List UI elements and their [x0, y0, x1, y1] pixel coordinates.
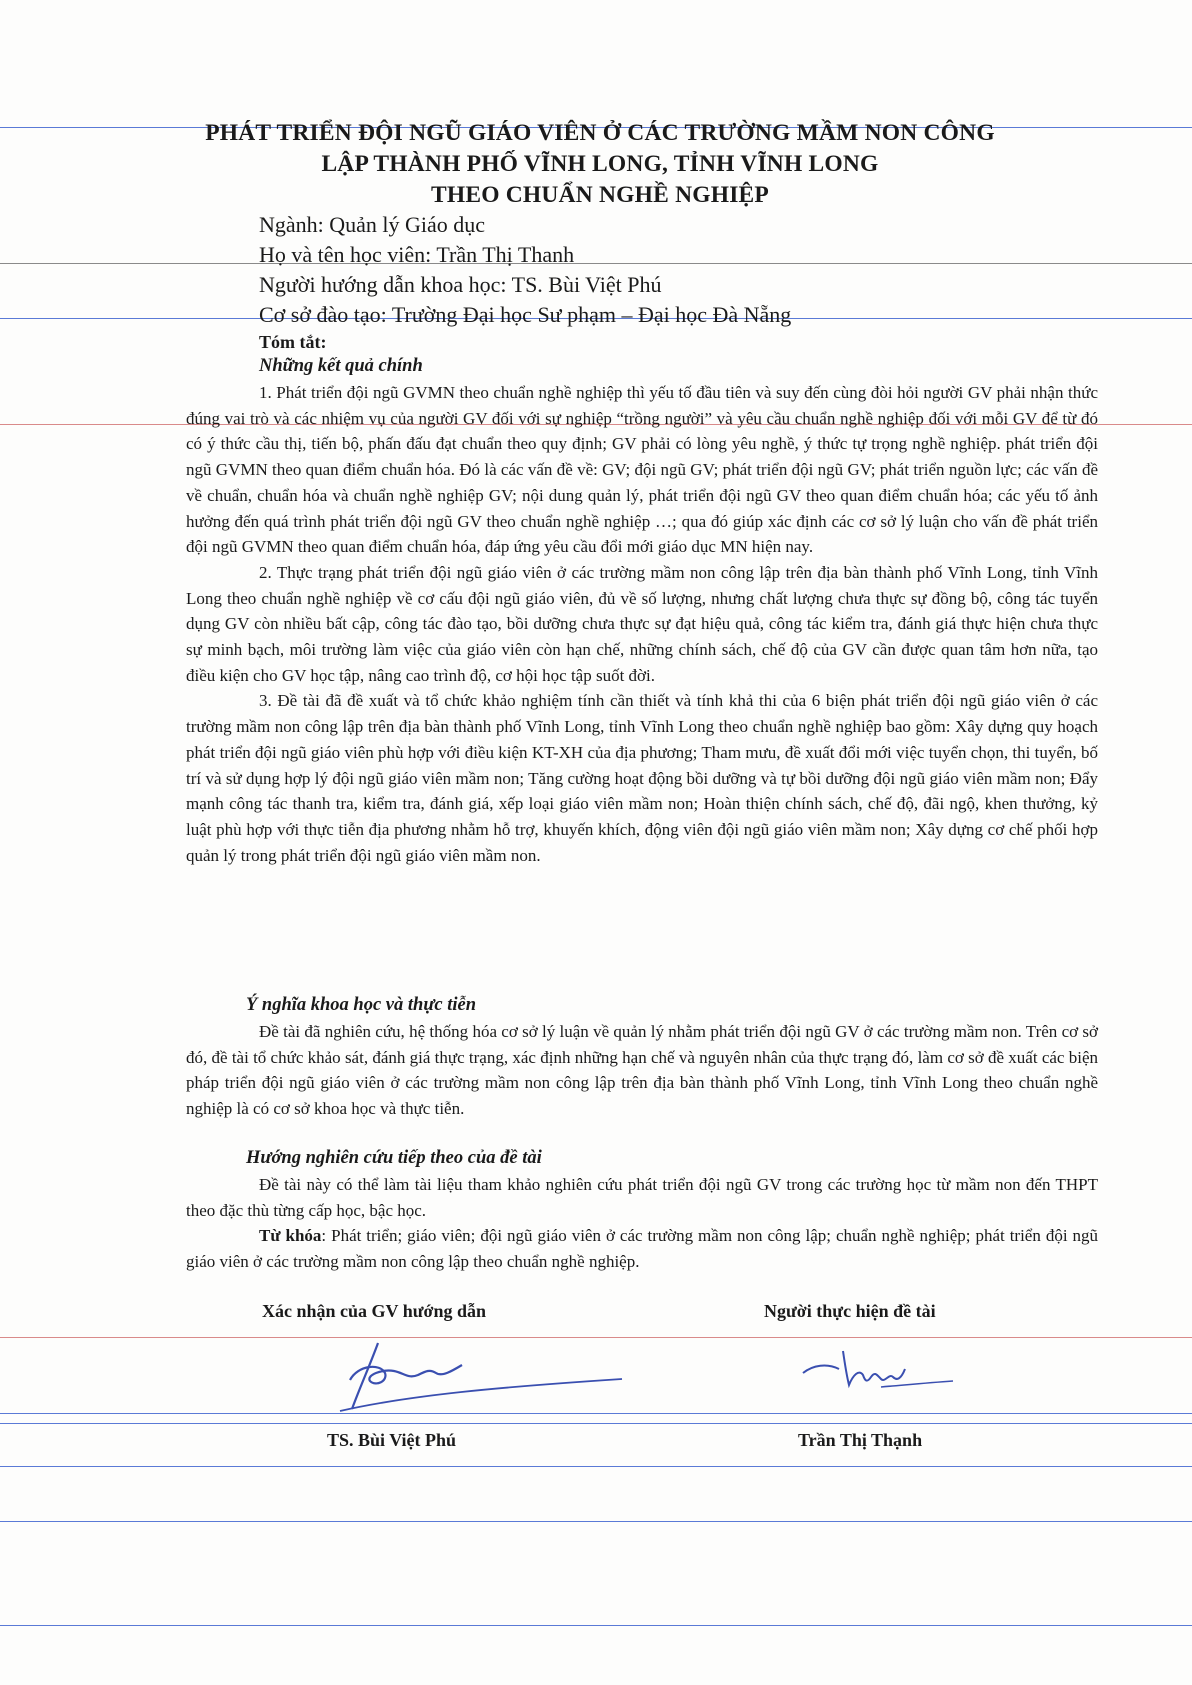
ruled-line — [0, 1625, 1192, 1626]
major-line: Ngành: Quản lý Giáo dục — [259, 212, 486, 237]
advisor-line: Người hướng dẫn khoa học: TS. Bùi Việt Phú — [259, 272, 662, 297]
advisor-name: TS. Bùi Việt Phú — [327, 1430, 457, 1450]
author-label: Người thực hiện đề tài — [764, 1301, 936, 1321]
significance-heading: Ý nghĩa khoa học và thực tiễn — [246, 995, 477, 1015]
author-name: Trần Thị Thạnh — [798, 1430, 923, 1450]
institution-line: Cơ sở đào tạo: Trường Đại học Sư phạm – Đại học Đà Nẵng — [259, 302, 792, 327]
ruled-line — [0, 1466, 1192, 1467]
keywords-text: : Phát triển; giáo viên; đội ngũ giáo viên ở các trường mầm non công lập; chuẩn nghề nghiệp; phát triển đội ngũ giáo viên ở các trường mầm non công lập theo chuẩn nghề nghiệp. — [186, 1226, 1099, 1272]
student-line: Họ và tên học viên: Trần Thị Thanh — [259, 242, 575, 267]
keywords-label: Từ khóa — [259, 1226, 322, 1246]
keywords-paragraph — [186, 1223, 1098, 1274]
title-line: PHÁT TRIỂN ĐỘI NGŨ GIÁO VIÊN Ở CÁC TRƯỜNG MẦM NON CÔNG — [205, 120, 995, 146]
summary-heading: Tóm tắt: — [259, 332, 327, 352]
document-title — [140, 118, 1060, 211]
main-results-heading: Những kết quả chính — [259, 356, 423, 376]
title-line: THEO CHUẨN NGHỀ NGHIỆP — [430, 182, 769, 208]
author-signature-icon — [795, 1345, 965, 1395]
ruled-line — [0, 1423, 1192, 1424]
title-line: LẬP THÀNH PHỐ VĨNH LONG, TỈNH VĨNH LONG — [321, 151, 879, 177]
ruled-line — [0, 1521, 1192, 1522]
result-paragraph-2: 2. Thực trạng phát triển đội ngũ giáo viên ở các trường mầm non công lập trên địa bàn thành phố Vĩnh Long, tỉnh Vĩnh Long theo chuẩn nghề nghiệp về cơ cấu đội ngũ giáo viên, đủ về số lượng, nhưng chất lượng chưa thực sự đồng bộ, công tác tuyển dụng GV còn nhiều bất cập, công tác đào tạo, bồi dưỡng chưa thực sự đạt hiệu quả, công tác kiểm tra, đánh giá thực hiện chưa thực sự minh bạch, môi trường làm việc của giáo viên còn hạn chế, những chính sách, chế độ của GV cần được quan tâm hơn nữa, tạo điều kiện cho GV học tập, nâng cao trình độ, cơ hội học tập suốt đời. — [186, 562, 1098, 685]
thesis-meta — [259, 210, 1019, 330]
further-research-heading: Hướng nghiên cứu tiếp theo của đề tài — [246, 1148, 542, 1168]
advisor-confirmation-label: Xác nhận của GV hướng dẫn — [262, 1301, 487, 1321]
significance-paragraph: Đề tài đã nghiên cứu, hệ thống hóa cơ sở lý luận về quản lý nhằm phát triển đội ngũ GV ở các trường mầm non. Trên cơ sở đó, đề tài tổ chức khảo sát, đánh giá thực trạng, xác định những hạn chế và nguyên nhân của thực trạng đó, làm cơ sở đề xuất các biện pháp triển đội ngũ giáo viên ở các trường mầm non công lập trên địa bàn thành phố Vĩnh Long, tỉnh Vĩnh Long theo chuẩn nghề nghiệp là có cơ sở khoa học và thực tiễn. — [186, 1022, 1098, 1119]
advisor-signature-icon — [330, 1335, 630, 1415]
result-paragraph-1: 1. Phát triển đội ngũ GVMN theo chuẩn nghề nghiệp thì yếu tố đầu tiên và suy đến cùng đòi hỏi người GV phải nhận thức đúng vai trò và các nhiệm vụ của người GV đối với sự nghiệp “trồng người” và yêu cầu chuẩn nghề nghiệp đối với mỗi GV để từ đó có ý thức cầu thị, tiến bộ, phấn đấu đạt chuẩn theo quy định; GV phải có lòng yêu nghề, ý thức tự trọng nghề nghiệp. phát triển đội ngũ GVMN theo quan điểm chuẩn hóa. Đó là các vấn đề về: GV; đội ngũ GV; phát triển đội ngũ GV; phát triển nguồn lực; các vấn đề về chuẩn, chuẩn hóa và chuẩn nghề nghiệp GV; nội dung quản lý, phát triển đội ngũ GV theo quan điểm chuẩn hóa; các yếu tố ảnh hưởng đến quá trình phát triển đội ngũ GV theo chuẩn nghề nghiệp …; qua đó giúp xác định các cơ sở lý luận cho vấn đề phát triển đội ngũ GVMN theo quan điểm chuẩn hóa, đáp ứng yêu cầu đổi mới giáo dục MN hiện nay. — [186, 383, 1098, 557]
main-results-body — [186, 380, 1098, 868]
further-research-paragraph: Đề tài này có thể làm tài liệu tham khảo nghiên cứu phát triển đội ngũ GV trong các trường học từ mầm non đến THPT theo đặc thù từng cấp học, bậc học. — [186, 1175, 1098, 1220]
significance-body — [186, 1019, 1098, 1122]
result-paragraph-3: 3. Đề tài đã đề xuất và tổ chức khảo nghiệm tính cần thiết và tính khả thi của 6 biện phát triển đội ngũ giáo viên ở các trường mầm non công lập trên địa bàn thành phố Vĩnh Long, tỉnh Vĩnh Long theo chuẩn nghề nghiệp bao gồm: Xây dựng quy hoạch phát triển đội ngũ giáo viên phù hợp với điều kiện KT-XH của địa phương; Tham mưu, đề xuất đổi mới việc tuyển chọn, thi tuyển, bố trí và sử dụng hợp lý đội ngũ giáo viên mầm non; Tăng cường hoạt động bồi dưỡng và tự bồi dưỡng đội ngũ giáo viên mầm non; Đẩy mạnh công tác thanh tra, kiểm tra, đánh giá, xếp loại giáo viên mầm non; Hoàn thiện chính sách, chế độ, đãi ngộ, khen thưởng, kỷ luật phù hợp với thực tiễn địa phương nhằm hỗ trợ, khuyến khích, động viên đội ngũ giáo viên mầm non; Xây dựng cơ chế phối hợp quản lý trong phát triển đội ngũ giáo viên mầm non. — [186, 691, 1098, 865]
further-research-body — [186, 1172, 1098, 1275]
